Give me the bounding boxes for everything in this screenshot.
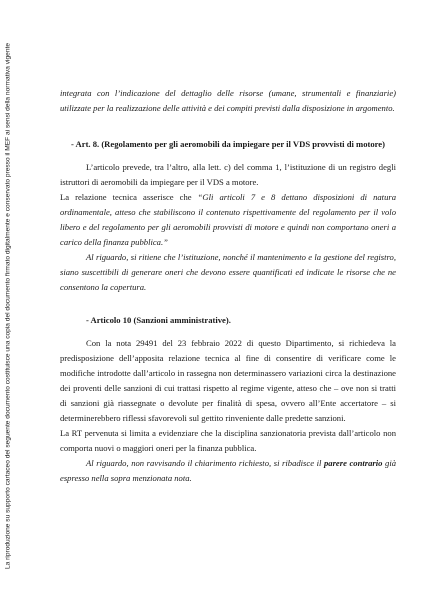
art8-heading: - Art. 8. (Regolamento per gli aeromobili da impiegare per il VDS provvisti di motore) <box>71 139 385 149</box>
intro-paragraph: integrata con l’indicazione del dettaglio delle risorse (umane, strumentali e finanziarie) utilizzate per la realizzazione delle attività e dei compiti previsti dalla disposizione in argomento. <box>60 88 396 113</box>
art10-heading: - Articolo 10 (Sanzioni amministrative). <box>86 315 231 325</box>
art8-paragraph-2 <box>60 190 396 250</box>
art8-p2-quote: “Gli articoli 7 e 8 dettano disposizioni di natura ordinamentale, atteso che stabiliscono il contenuto rispettivamente del regolamento per il volo libero e del regolamento per gli aeromobili provvisti di motore e quindi non comportano oneri a carico della finanza pubblica.” <box>60 192 397 247</box>
art10-paragraph-2: La RT pervenuta si limita a evidenziare che la disciplina sanzionatoria prevista dall’articolo non comporta nuovi o maggiori oneri per la finanza pubblica. <box>60 428 396 453</box>
document-page <box>60 0 396 486</box>
art8-paragraph-1: L’articolo prevede, tra l’altro, alla lett. c) del comma 1, l’istituzione di un registro degli istruttori di aeromobili da impiegare per il VDS a motore. <box>60 162 396 187</box>
legal-note-vertical: La riproduzione su supporto cartaceo del seguente documento costituisce una copia del documento firmato digitalmente e conservato presso il MEF ai sensi della normativa vigente <box>4 43 12 569</box>
art10-p3-a: Al riguardo, non ravvisando il chiarimento richiesto, si ribadisce il <box>86 458 324 468</box>
art8-p2-text: La relazione tecnica asserisce che <box>60 192 198 202</box>
art10-p3-bold: parere contrario <box>323 458 383 468</box>
art10-paragraph-1: Con la nota 29491 del 23 febbraio 2022 di questo Dipartimento, si richiedeva la predisposizione dell’apposita relazione tecnica al fine di consentire di verificare come le modifiche introdotte dall’articolo in rassegna non determinassero variazioni circa la destinazione dei proventi delle sanzioni di cui trattasi rispetto al regime vigente, atteso che – ove non si tratti di sanzioni già riassegnate o devolute per finalità di spesa, ovvero all’Ente accertatore – si determinerebbero riflessi sfavorevoli sul gettito rinveniente dalle predette sanzioni. <box>60 338 396 423</box>
art10-p3-b: già espresso nella sopra menzionata nota. <box>60 458 397 483</box>
side-note <box>0 0 16 612</box>
art10-paragraph-3 <box>60 456 396 486</box>
art8-paragraph-3: Al riguardo, si ritiene che l’istituzione, nonché il mantenimento e la gestione del registro, siano suscettibili di generare oneri che devono essere quantificati ed indicate le risorse che ne consentono la copertura. <box>60 252 396 292</box>
